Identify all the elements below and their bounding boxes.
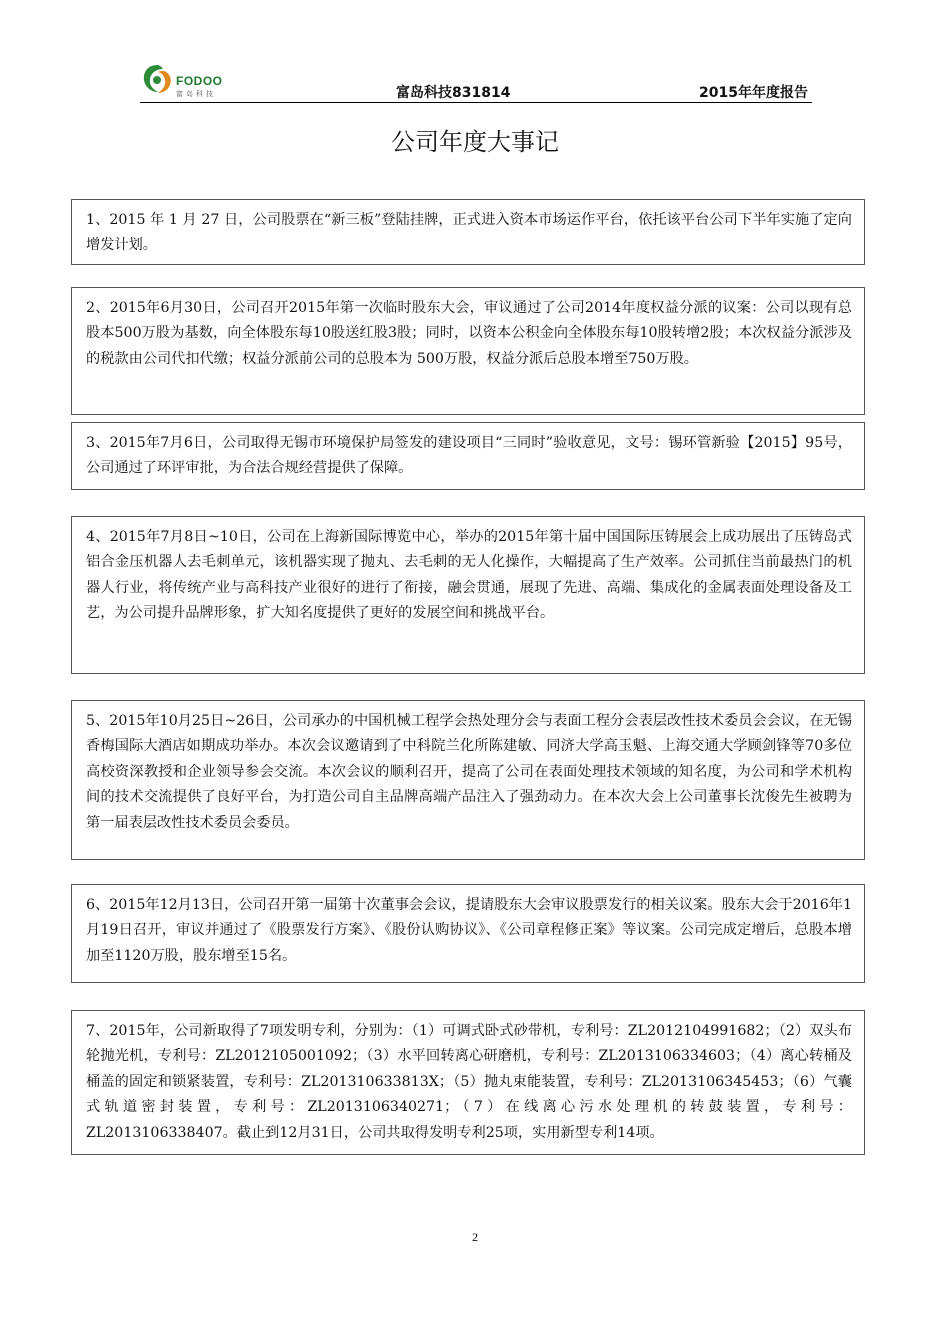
page-title: 公司年度大事记 — [391, 128, 559, 156]
page-number: 2 — [472, 1230, 478, 1244]
event-box-6: 6、2015年12月13日，公司召开第一届第十次董事会会议，提请股东大会审议股票发行的相关议案。股东大会于2016年1月19日召开，审议并通过了《股票发行方案》、《股份认购协议》、《公司章程修正案》等议案。公司完成定增后，总股本增加至1120万股，股东增至15名。 — [71, 884, 865, 983]
event-box-4: 4、2015年7月8日~10日，公司在上海新国际博览中心，举办的2015年第十届中国国际压铸展会上成功展出了压铸岛式铝合金压机器人去毛刺单元，该机器实现了抛丸、去毛刺的无人化操作，大幅提高了生产效率。公司抓住当前最热门的机器人行业，将传统产业与高科技产业很好的进行了衔接，融会贯通，展现了先进、高端、集成化的金属表面处理设备及工艺，为公司提升品牌形象，扩大知名度提供了更好的发展空间和挑战平台。 — [71, 516, 865, 674]
event-box-5: 5、2015年10月25日~26日，公司承办的中国机械工程学会热处理分会与表面工程分会表层改性技术委员会会议，在无锡香梅国际大酒店如期成功举办。本次会议邀请到了中科院兰化所陈建敏、同济大学高玉魁、上海交通大学顾剑锋等70多位高校资深教授和企业领导参会交流。本次会议的顺利召开，提高了公司在表面处理技术领域的知名度，为公司和学术机构间的技术交流提供了良好平台，为打造公司自主品牌高端产品注入了强劲动力。在本次大会上公司董事长沈俊先生被聘为第一届表层改性技术委员会委员。 — [71, 700, 865, 860]
event-box-7: 7、2015年，公司新取得了7项发明专利，分别为：（1）可调式卧式砂带机，专利号：ZL2012104991682；（2）双头布轮抛光机，专利号：ZL2012105001092；（3）水平回转离心研磨机，专利号：ZL2013106334603；（4）离心转桶及桶盖的固定和锁紧装置，专利号：ZL201310633813X；（5）抛丸束能装置，专利号：ZL2013106345453；（6）气囊式轨道密封装置，专利号：ZL2013106340271；（7）在线离心污水处理机的转鼓装置，专利号：ZL2013106338407。截止到12月31日，公司共取得发明专利25项，实用新型专利14项。 — [71, 1010, 865, 1155]
event-box-2: 2、2015年6月30日，公司召开2015年第一次临时股东大会，审议通过了公司2014年度权益分派的议案：公司以现有总股本500万股为基数，向全体股东每10股送红股3股；同时，以资本公积金向全体股东每10股转增2股；本次权益分派涉及的税款由公司代扣代缴；权益分派前公司的总股本为 500万股，权益分派后总股本增至750万股。 — [71, 287, 865, 415]
header-rule — [140, 102, 812, 103]
event-box-3: 3、2015年7月6日，公司取得无锡市环境保护局签发的建设项目“三同时”验收意见，文号：锡环管新验【2015】95号，公司通过了环评审批，为合法合规经营提供了保障。 — [71, 422, 865, 490]
header-report-title: 2015年年度报告 — [699, 85, 808, 101]
page-header — [140, 60, 812, 104]
fodoo-logo-icon — [140, 62, 174, 96]
logo-subtext: 富岛科技 — [176, 90, 216, 98]
company-logo — [140, 62, 230, 102]
logo-text: FODOO — [176, 74, 223, 88]
event-box-1: 1、2015 年 1 月 27 日，公司股票在“新三板”登陆挂牌，正式进入资本市场运作平台，依托该平台公司下半年实施了定向增发计划。 — [71, 199, 865, 265]
header-company: 富岛科技831814 — [396, 85, 511, 101]
